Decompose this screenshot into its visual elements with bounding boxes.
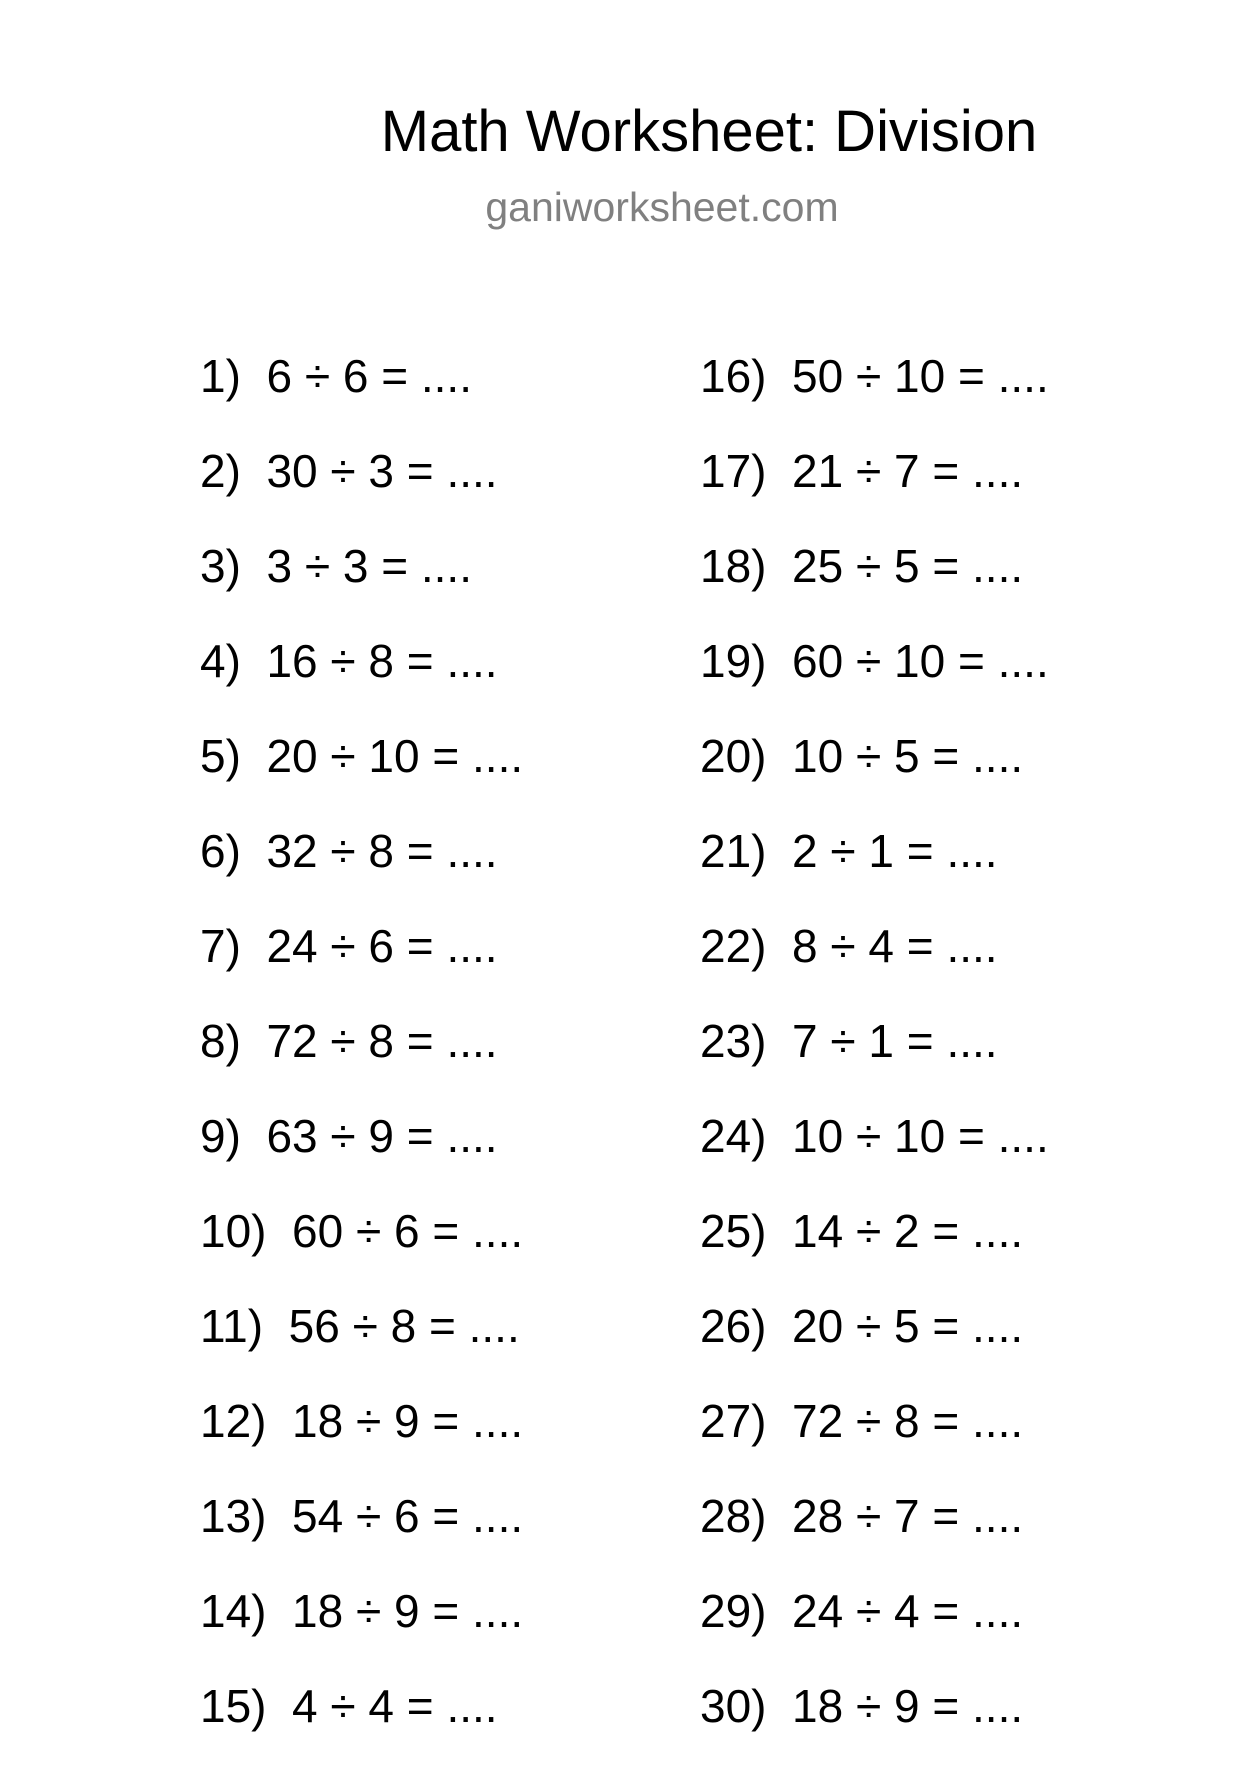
problem-item: 9) 63 ÷ 9 = .... [200,1110,498,1162]
problem-item: 24) 10 ÷ 10 = .... [700,1110,1049,1162]
problems-right-column [700,350,1049,1775]
problem-item: 19) 60 ÷ 10 = .... [700,635,1049,687]
problem-item: 3) 3 ÷ 3 = .... [200,540,472,592]
problem-item: 20) 10 ÷ 5 = .... [700,730,1024,782]
problem-item: 17) 21 ÷ 7 = .... [700,445,1024,497]
problem-item: 5) 20 ÷ 10 = .... [200,730,524,782]
problem-item: 25) 14 ÷ 2 = .... [700,1205,1024,1257]
problem-item: 1) 6 ÷ 6 = .... [200,350,472,402]
problem-item: 18) 25 ÷ 5 = .... [700,540,1024,592]
problem-item: 21) 2 ÷ 1 = .... [700,825,998,877]
problem-item: 11) 56 ÷ 8 = .... [200,1300,520,1352]
problem-item: 13) 54 ÷ 6 = .... [200,1490,524,1542]
problem-item: 22) 8 ÷ 4 = .... [700,920,998,972]
problem-item: 4) 16 ÷ 8 = .... [200,635,498,687]
worksheet-title: Math Worksheet: Division [380,99,1038,164]
problem-item: 15) 4 ÷ 4 = .... [200,1680,498,1732]
problem-item: 7) 24 ÷ 6 = .... [200,920,498,972]
problem-item: 6) 32 ÷ 8 = .... [200,825,498,877]
problem-item: 23) 7 ÷ 1 = .... [700,1015,998,1067]
problem-item: 10) 60 ÷ 6 = .... [200,1205,524,1257]
problem-item: 12) 18 ÷ 9 = .... [200,1395,524,1447]
problem-item: 2) 30 ÷ 3 = .... [200,445,498,497]
problem-item: 8) 72 ÷ 8 = .... [200,1015,498,1067]
problem-item: 16) 50 ÷ 10 = .... [700,350,1049,402]
problems-left-column [200,350,523,1775]
website-subtitle: ganiworksheet.com [485,184,839,230]
problem-item: 28) 28 ÷ 7 = .... [700,1490,1024,1542]
problem-item: 30) 18 ÷ 9 = .... [700,1680,1024,1732]
problem-item: 27) 72 ÷ 8 = .... [700,1395,1024,1447]
problem-item: 26) 20 ÷ 5 = .... [700,1300,1024,1352]
problem-item: 14) 18 ÷ 9 = .... [200,1585,524,1637]
problem-item: 29) 24 ÷ 4 = .... [700,1585,1024,1637]
